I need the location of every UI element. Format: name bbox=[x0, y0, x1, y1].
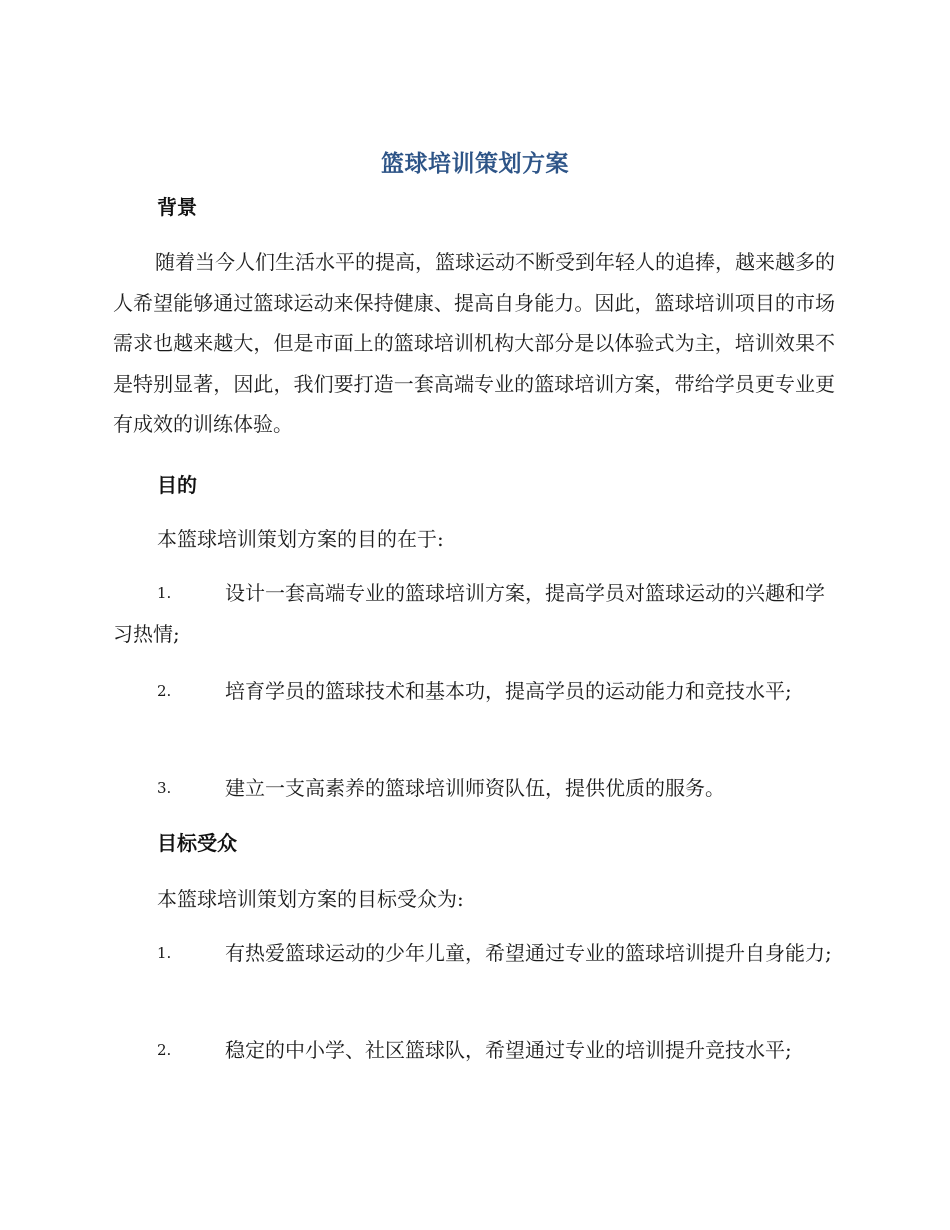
section-heading-audience: 目标受众 bbox=[157, 831, 237, 855]
list-number: 1. bbox=[157, 584, 172, 602]
list-number: 2. bbox=[157, 682, 172, 700]
document-title: 篮球培训策划方案 bbox=[381, 151, 569, 177]
audience-intro: 本篮球培训策划方案的目标受众为: bbox=[157, 887, 464, 911]
list-text: 建立一支高素养的篮球培训师资队伍，提供优质的服务。 bbox=[225, 776, 725, 800]
background-paragraph: 随着当今人们生活水平的提高，篮球运动不断受到年轻人的追捧，越来越多的人希望能够通过篮球运动来保持健康、提高自身能力。因此，篮球培训项目的市场需求也越来越大，但是市面上的篮球培训机构大部分是以体验式为主，培训效果不是特别显著，因此，我们要打造一套高端专业的篮球培训方案，带给学员更专业更有成效的训练体验。 bbox=[113, 250, 835, 436]
list-number: 1. bbox=[157, 944, 172, 962]
list-text: 培育学员的篮球技术和基本功，提高学员的运动能力和竞技水平; bbox=[225, 679, 792, 703]
list-number: 3. bbox=[157, 779, 172, 797]
list-item bbox=[113, 933, 835, 974]
list-item bbox=[113, 573, 835, 655]
list-text: 设计一套高端专业的篮球培训方案，提高学员对篮球运动的兴趣和学习热情; bbox=[113, 581, 825, 646]
section-heading-purpose: 目的 bbox=[157, 473, 197, 497]
purpose-intro: 本篮球培训策划方案的目的在于: bbox=[157, 527, 444, 551]
list-text: 稳定的中小学、社区篮球队，希望通过专业的培训提升竞技水平; bbox=[225, 1038, 792, 1062]
list-number: 2. bbox=[157, 1041, 172, 1059]
list-item bbox=[113, 671, 835, 712]
list-text: 有热爱篮球运动的少年儿童，希望通过专业的篮球培训提升自身能力; bbox=[225, 941, 832, 965]
list-item bbox=[113, 768, 835, 809]
list-item bbox=[113, 1030, 835, 1071]
section-heading-background: 背景 bbox=[157, 195, 197, 219]
